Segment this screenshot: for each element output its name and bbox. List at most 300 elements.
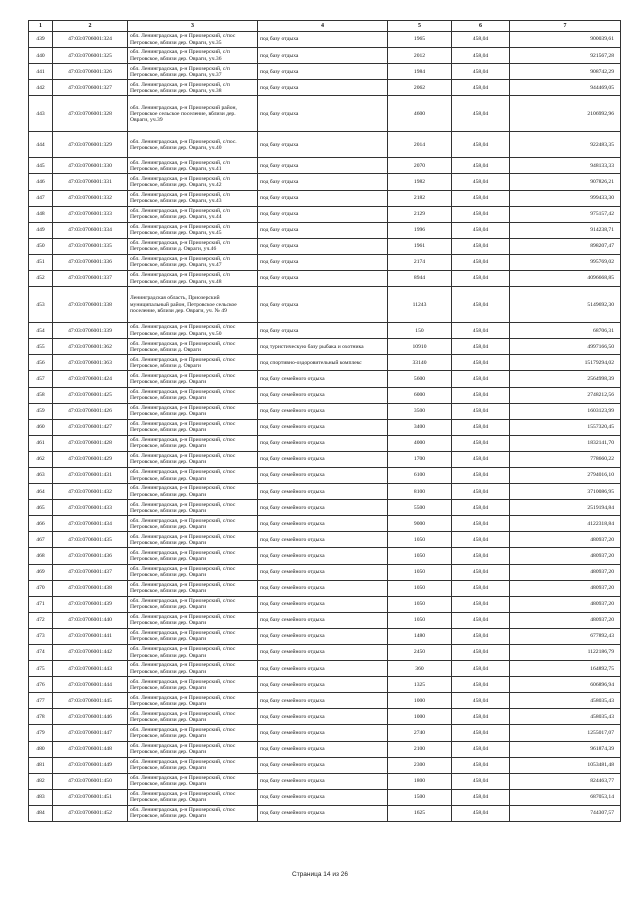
- row-number-cell: 463: [29, 467, 53, 483]
- address-cell: обл. Ленинградская, р-н Приозерский, с/п Петровское, вблизи дер. Овраги, уч.37: [128, 64, 258, 80]
- row-number-cell: 452: [29, 271, 53, 287]
- row-number-cell: 451: [29, 254, 53, 270]
- table-row: [29, 32, 621, 48]
- table-row: [29, 757, 621, 773]
- row-number-cell: 483: [29, 789, 53, 805]
- cadastral-number-cell: 47:03:0706001:425: [53, 387, 128, 403]
- area-cell: 1050: [388, 532, 452, 548]
- table-row: [29, 355, 621, 371]
- area-cell: 1996: [388, 222, 452, 238]
- permitted-use-cell: под базу семейного отдыха: [258, 548, 388, 564]
- address-cell: обл. Ленинградская, р-н Приозерский, с/пос Петровское, вблизи дер. Овраги: [128, 773, 258, 789]
- cadastral-number-cell: 47:03:0706001:448: [53, 741, 128, 757]
- table-row: [29, 435, 621, 451]
- cadastral-number-cell: 47:03:0706001:451: [53, 789, 128, 805]
- table-row: [29, 132, 621, 158]
- area-cell: 1050: [388, 612, 452, 628]
- cadastral-number-cell: 47:03:0706001:328: [53, 96, 128, 132]
- unit-price-cell: 458,04: [452, 532, 510, 548]
- unit-price-cell: 458,04: [452, 789, 510, 805]
- unit-price-cell: 458,04: [452, 661, 510, 677]
- address-cell: обл. Ленинградская, р-н Приозерский, с/пос Петровское, вблизи дер. Овраги: [128, 371, 258, 387]
- address-cell: обл. Ленинградская, р-н Приозерский, с/пос Петровское, вблизи дер. Овраги: [128, 757, 258, 773]
- address-cell: обл. Ленинградская, р-н Приозерский, с/пос Петровское, вблизи дер. Овраги: [128, 403, 258, 419]
- permitted-use-cell: под базу отдыха: [258, 190, 388, 206]
- cadastral-number-cell: 47:03:0706001:336: [53, 254, 128, 270]
- permitted-use-cell: под базу семейного отдыха: [258, 693, 388, 709]
- permitted-use-cell: под базу отдыха: [258, 158, 388, 174]
- area-cell: 1700: [388, 451, 452, 467]
- address-cell: обл. Ленинградская, р-н Приозерский, с/пос Петровское, вблизи дер. Овраги: [128, 725, 258, 741]
- cadastral-number-cell: 47:03:0706001:434: [53, 516, 128, 532]
- cadastral-number-cell: 47:03:0706001:436: [53, 548, 128, 564]
- cadastral-number-cell: 47:03:0706001:442: [53, 645, 128, 661]
- cadastral-number-cell: 47:03:0706001:337: [53, 271, 128, 287]
- unit-price-cell: 458,04: [452, 64, 510, 80]
- row-number-cell: 475: [29, 661, 53, 677]
- cadastral-value-cell: 961874,39: [510, 741, 621, 757]
- table-row: [29, 548, 621, 564]
- unit-price-cell: 458,04: [452, 48, 510, 64]
- cadastral-value-cell: 164892,75: [510, 661, 621, 677]
- address-cell: обл. Ленинградская, р-н Приозерский, с/п Петровское, вблизи дер. Овраги, уч.48: [128, 271, 258, 287]
- permitted-use-cell: под базу отдыха: [258, 80, 388, 96]
- table-row: [29, 628, 621, 644]
- table-row: [29, 158, 621, 174]
- area-cell: 1050: [388, 580, 452, 596]
- cadastral-number-cell: 47:03:0706001:327: [53, 80, 128, 96]
- cadastral-number-cell: 47:03:0706001:333: [53, 206, 128, 222]
- table-row: [29, 532, 621, 548]
- permitted-use-cell: под базу отдыха: [258, 132, 388, 158]
- address-cell: обл. Ленинградская, р-н Приозерский, с/п Петровское, вблизи дер. Овраги, уч.44: [128, 206, 258, 222]
- address-cell: обл. Ленинградская, р-н Приозерский, с/пос Петровское, вблизи дер. Овраги: [128, 677, 258, 693]
- cadastral-value-cell: 480937,20: [510, 548, 621, 564]
- cadastral-number-cell: 47:03:0706001:428: [53, 435, 128, 451]
- cadastral-number-cell: 47:03:0706001:338: [53, 287, 128, 323]
- address-cell: обл. Ленинградская, р-н Приозерский, с/п Петровское, вблизи дер. Овраги, уч.43: [128, 190, 258, 206]
- cadastral-value-cell: 458035,43: [510, 709, 621, 725]
- table-row: [29, 500, 621, 516]
- cadastral-value-cell: 975157,42: [510, 206, 621, 222]
- unit-price-cell: 458,04: [452, 516, 510, 532]
- cadastral-number-cell: 47:03:0706001:447: [53, 725, 128, 741]
- cadastral-value-cell: 677892,43: [510, 628, 621, 644]
- permitted-use-cell: под базу семейного отдыха: [258, 435, 388, 451]
- permitted-use-cell: под базу отдыха: [258, 323, 388, 339]
- cadastral-number-cell: 47:03:0706001:324: [53, 32, 128, 48]
- unit-price-cell: 458,04: [452, 222, 510, 238]
- area-cell: 6100: [388, 467, 452, 483]
- row-number-cell: 482: [29, 773, 53, 789]
- cadastral-value-cell: 1053481,48: [510, 757, 621, 773]
- address-cell: обл. Ленинградская, р-н Приозерский, с/пос Петровское, вблизи дер. Овраги: [128, 693, 258, 709]
- area-cell: 8944: [388, 271, 452, 287]
- cadastral-number-cell: 47:03:0706001:326: [53, 64, 128, 80]
- area-cell: 1500: [388, 789, 452, 805]
- cadastral-value-cell: 1122186,79: [510, 645, 621, 661]
- unit-price-cell: 458,04: [452, 725, 510, 741]
- row-number-cell: 467: [29, 532, 53, 548]
- address-cell: обл. Ленинградская, р-н Приозерский, с/пос Петровское, вблизи дер. Овраги: [128, 419, 258, 435]
- address-cell: обл. Ленинградская, р-н Приозерский, с/пос Петровское, вблизи дер. Овраги: [128, 516, 258, 532]
- table-row: [29, 467, 621, 483]
- cadastral-value-cell: 480937,20: [510, 564, 621, 580]
- unit-price-cell: 458,04: [452, 741, 510, 757]
- table-row: [29, 451, 621, 467]
- area-cell: 1050: [388, 596, 452, 612]
- table-row: [29, 580, 621, 596]
- cadastral-number-cell: 47:03:0706001:424: [53, 371, 128, 387]
- area-cell: 8100: [388, 484, 452, 500]
- cadastral-value-cell: 480937,20: [510, 532, 621, 548]
- address-cell: обл. Ленинградская, р-н Приозерский, с/пос Петровское, вблизи дер. Овраги, уч.35: [128, 32, 258, 48]
- permitted-use-cell: под базу отдыха: [258, 222, 388, 238]
- permitted-use-cell: под базу отдыха: [258, 271, 388, 287]
- table-row: [29, 254, 621, 270]
- row-number-cell: 444: [29, 132, 53, 158]
- unit-price-cell: 458,04: [452, 206, 510, 222]
- cadastral-value-cell: 5149692,30: [510, 287, 621, 323]
- area-cell: 11243: [388, 287, 452, 323]
- address-cell: обл. Ленинградская, р-н Приозерский, с/пос Петровское, вблизи дер. Овраги: [128, 467, 258, 483]
- table-row: [29, 419, 621, 435]
- row-number-cell: 459: [29, 403, 53, 419]
- address-cell: обл. Ленинградская, р-н Приозерский, с/пос Петровское, вблизи дер. Овраги: [128, 709, 258, 725]
- area-cell: 1050: [388, 564, 452, 580]
- area-cell: 2300: [388, 757, 452, 773]
- table-row: [29, 206, 621, 222]
- document-page: [28, 20, 620, 822]
- cadastral-value-cell: 921567,28: [510, 48, 621, 64]
- table-row: [29, 725, 621, 741]
- permitted-use-cell: под базу отдыха: [258, 32, 388, 48]
- row-number-cell: 468: [29, 548, 53, 564]
- permitted-use-cell: под базу семейного отдыха: [258, 596, 388, 612]
- area-cell: 2012: [388, 48, 452, 64]
- unit-price-cell: 458,04: [452, 323, 510, 339]
- cadastral-number-cell: 47:03:0706001:446: [53, 709, 128, 725]
- cadastral-number-cell: 47:03:0706001:433: [53, 500, 128, 516]
- area-cell: 1982: [388, 174, 452, 190]
- address-cell: обл. Ленинградская, р-н Приозерский, с/пос Петровское, вблизи дер. Овраги: [128, 435, 258, 451]
- table-row: [29, 222, 621, 238]
- address-cell: обл. Ленинградская, р-н Приозерский, с/пос Петровское, вблизи дер. Овраги: [128, 741, 258, 757]
- permitted-use-cell: под базу семейного отдыха: [258, 403, 388, 419]
- row-number-cell: 477: [29, 693, 53, 709]
- cadastral-number-cell: 47:03:0706001:440: [53, 612, 128, 628]
- unit-price-cell: 458,04: [452, 677, 510, 693]
- address-cell: Ленинградская область, Приозерский муниципальный район, Петровское сельское поселение, вблизи дер. Овраги, уч. № 49: [128, 287, 258, 323]
- table-row: [29, 371, 621, 387]
- cadastral-value-cell: 480937,20: [510, 596, 621, 612]
- unit-price-cell: 458,04: [452, 805, 510, 821]
- address-cell: обл. Ленинградская, р-н Приозерский, с/п Петровское, вблизи д. Овраги, уч.46: [128, 238, 258, 254]
- permitted-use-cell: под базу семейного отдыха: [258, 661, 388, 677]
- permitted-use-cell: под базу отдыха: [258, 238, 388, 254]
- unit-price-cell: 458,04: [452, 500, 510, 516]
- table-row: [29, 96, 621, 132]
- land-plots-table: [28, 20, 621, 822]
- cadastral-value-cell: 900039,61: [510, 32, 621, 48]
- permitted-use-cell: под спортивно-оздоровительный комплекс: [258, 355, 388, 371]
- cadastral-value-cell: 480937,20: [510, 580, 621, 596]
- cadastral-value-cell: 15179294,02: [510, 355, 621, 371]
- cadastral-value-cell: 1832141,70: [510, 435, 621, 451]
- cadastral-value-cell: 687053,14: [510, 789, 621, 805]
- permitted-use-cell: под туристическую базу рыбака и охотника: [258, 339, 388, 355]
- unit-price-cell: 458,04: [452, 32, 510, 48]
- area-cell: 1625: [388, 805, 452, 821]
- table-row: [29, 271, 621, 287]
- permitted-use-cell: под базу семейного отдыха: [258, 628, 388, 644]
- unit-price-cell: 458,04: [452, 174, 510, 190]
- unit-price-cell: 458,04: [452, 419, 510, 435]
- column-header-1: 1: [29, 21, 53, 32]
- address-cell: обл. Ленинградская, р-н Приозерский, с/пос Петровское, вблизи дер. Овраги: [128, 484, 258, 500]
- table-row: [29, 387, 621, 403]
- permitted-use-cell: под базу семейного отдыха: [258, 709, 388, 725]
- area-cell: 3400: [388, 419, 452, 435]
- row-number-cell: 447: [29, 190, 53, 206]
- row-number-cell: 471: [29, 596, 53, 612]
- area-cell: 3500: [388, 403, 452, 419]
- row-number-cell: 465: [29, 500, 53, 516]
- address-cell: обл. Ленинградская, р-н Приозерский, с/пос Петровское, вблизи д. Овраги: [128, 339, 258, 355]
- permitted-use-cell: под базу семейного отдыха: [258, 805, 388, 821]
- unit-price-cell: 458,04: [452, 403, 510, 419]
- table-row: [29, 596, 621, 612]
- area-cell: 150: [388, 323, 452, 339]
- unit-price-cell: 458,04: [452, 435, 510, 451]
- column-header-7: 7: [510, 21, 621, 32]
- table-body: [29, 32, 621, 822]
- row-number-cell: 464: [29, 484, 53, 500]
- area-cell: 1050: [388, 548, 452, 564]
- area-cell: 1984: [388, 64, 452, 80]
- row-number-cell: 457: [29, 371, 53, 387]
- cadastral-value-cell: 999433,30: [510, 190, 621, 206]
- row-number-cell: 449: [29, 222, 53, 238]
- table-row: [29, 773, 621, 789]
- permitted-use-cell: под базу семейного отдыха: [258, 419, 388, 435]
- table-row: [29, 741, 621, 757]
- unit-price-cell: 458,04: [452, 484, 510, 500]
- table-row: [29, 190, 621, 206]
- unit-price-cell: 458,04: [452, 190, 510, 206]
- unit-price-cell: 458,04: [452, 238, 510, 254]
- permitted-use-cell: под базу отдыха: [258, 48, 388, 64]
- cadastral-value-cell: 2564998,39: [510, 371, 621, 387]
- table-row: [29, 805, 621, 821]
- unit-price-cell: 458,04: [452, 773, 510, 789]
- area-cell: 2740: [388, 725, 452, 741]
- cadastral-number-cell: 47:03:0706001:429: [53, 451, 128, 467]
- row-number-cell: 472: [29, 612, 53, 628]
- area-cell: 5600: [388, 371, 452, 387]
- permitted-use-cell: под базу отдыха: [258, 96, 388, 132]
- permitted-use-cell: под базу семейного отдыха: [258, 741, 388, 757]
- cadastral-number-cell: 47:03:0706001:441: [53, 628, 128, 644]
- area-cell: 1325: [388, 677, 452, 693]
- cadastral-number-cell: 47:03:0706001:437: [53, 564, 128, 580]
- unit-price-cell: 458,04: [452, 271, 510, 287]
- row-number-cell: 456: [29, 355, 53, 371]
- area-cell: 2062: [388, 80, 452, 96]
- permitted-use-cell: под базу семейного отдыха: [258, 451, 388, 467]
- row-number-cell: 462: [29, 451, 53, 467]
- table-row: [29, 80, 621, 96]
- address-cell: обл. Ленинградская, р-н Приозерский, с/пос Петровское, вблизи дер. Овраги, уч.50: [128, 323, 258, 339]
- cadastral-number-cell: 47:03:0706001:330: [53, 158, 128, 174]
- table-row: [29, 174, 621, 190]
- row-number-cell: 446: [29, 174, 53, 190]
- cadastral-value-cell: 1603123,99: [510, 403, 621, 419]
- address-cell: обл. Ленинградская, р-н Приозерский, с/пос Петровское, вблизи дер. Овраги: [128, 564, 258, 580]
- area-cell: 1000: [388, 709, 452, 725]
- cadastral-number-cell: 47:03:0706001:444: [53, 677, 128, 693]
- cadastral-value-cell: 4122318,84: [510, 516, 621, 532]
- area-cell: 2174: [388, 254, 452, 270]
- permitted-use-cell: под базу семейного отдыха: [258, 532, 388, 548]
- table-row: [29, 339, 621, 355]
- row-number-cell: 448: [29, 206, 53, 222]
- cadastral-value-cell: 744307,57: [510, 805, 621, 821]
- cadastral-number-cell: 47:03:0706001:339: [53, 323, 128, 339]
- cadastral-number-cell: 47:03:0706001:362: [53, 339, 128, 355]
- permitted-use-cell: под базу семейного отдыха: [258, 580, 388, 596]
- unit-price-cell: 458,04: [452, 467, 510, 483]
- row-number-cell: 473: [29, 628, 53, 644]
- row-number-cell: 484: [29, 805, 53, 821]
- permitted-use-cell: под базу семейного отдыха: [258, 500, 388, 516]
- address-cell: обл. Ленинградская, р-н Приозерский, с/пос Петровское, вблизи дер. Овраги: [128, 548, 258, 564]
- unit-price-cell: 458,04: [452, 548, 510, 564]
- row-number-cell: 474: [29, 645, 53, 661]
- permitted-use-cell: под базу семейного отдыха: [258, 677, 388, 693]
- permitted-use-cell: под базу семейного отдыха: [258, 371, 388, 387]
- area-cell: 4600: [388, 96, 452, 132]
- cadastral-value-cell: 1255017,07: [510, 725, 621, 741]
- permitted-use-cell: под базу семейного отдыха: [258, 387, 388, 403]
- area-cell: 2182: [388, 190, 452, 206]
- table-row: [29, 564, 621, 580]
- cadastral-number-cell: 47:03:0706001:331: [53, 174, 128, 190]
- permitted-use-cell: под базу отдыха: [258, 287, 388, 323]
- cadastral-value-cell: 1557320,45: [510, 419, 621, 435]
- address-cell: обл. Ленинградская, р-н Приозерский, с/пос Петровское, вблизи дер. Овраги: [128, 789, 258, 805]
- row-number-cell: 481: [29, 757, 53, 773]
- table-row: [29, 789, 621, 805]
- table-row: [29, 693, 621, 709]
- area-cell: 1961: [388, 238, 452, 254]
- address-cell: обл. Ленинградская, р-н Приозерский, с/п Петровское, вблизи дер. Овраги, уч.45: [128, 222, 258, 238]
- cadastral-value-cell: 824463,77: [510, 773, 621, 789]
- cadastral-number-cell: 47:03:0706001:449: [53, 757, 128, 773]
- unit-price-cell: 458,04: [452, 628, 510, 644]
- row-number-cell: 441: [29, 64, 53, 80]
- area-cell: 2014: [388, 132, 452, 158]
- table-row: [29, 677, 621, 693]
- cadastral-value-cell: 2748212,56: [510, 387, 621, 403]
- row-number-cell: 455: [29, 339, 53, 355]
- table-row: [29, 709, 621, 725]
- address-cell: обл. Ленинградская, р-н Приозерский район, Петровское сельское поселение, вблизи дер. Овраги, уч.39: [128, 96, 258, 132]
- unit-price-cell: 458,04: [452, 564, 510, 580]
- unit-price-cell: 458,04: [452, 339, 510, 355]
- table-row: [29, 645, 621, 661]
- area-cell: 2070: [388, 158, 452, 174]
- column-header-3: 3: [128, 21, 258, 32]
- row-number-cell: 469: [29, 564, 53, 580]
- area-cell: 10910: [388, 339, 452, 355]
- cadastral-number-cell: 47:03:0706001:427: [53, 419, 128, 435]
- address-cell: обл. Ленинградская, р-н Приозерский, с/пос Петровское, вблизи дер. Овраги: [128, 387, 258, 403]
- column-header-5: 5: [388, 21, 452, 32]
- cadastral-value-cell: 907826,21: [510, 174, 621, 190]
- cadastral-number-cell: 47:03:0706001:332: [53, 190, 128, 206]
- unit-price-cell: 458,04: [452, 451, 510, 467]
- cadastral-number-cell: 47:03:0706001:329: [53, 132, 128, 158]
- cadastral-number-cell: 47:03:0706001:335: [53, 238, 128, 254]
- row-number-cell: 454: [29, 323, 53, 339]
- row-number-cell: 476: [29, 677, 53, 693]
- area-cell: 1800: [388, 773, 452, 789]
- address-cell: обл. Ленинградская, р-н Приозерский, с/пос Петровское, вблизи дер. Овраги: [128, 596, 258, 612]
- unit-price-cell: 458,04: [452, 612, 510, 628]
- unit-price-cell: 458,04: [452, 355, 510, 371]
- table-row: [29, 287, 621, 323]
- address-cell: обл. Ленинградская, р-н Приозерский, с/пос Петровское, вблизи дер. Овраги: [128, 805, 258, 821]
- address-cell: обл. Ленинградская, р-н Приозерский, с/пос Петровское, вблизи дер. Овраги: [128, 628, 258, 644]
- row-number-cell: 450: [29, 238, 53, 254]
- unit-price-cell: 458,04: [452, 757, 510, 773]
- unit-price-cell: 458,04: [452, 580, 510, 596]
- permitted-use-cell: под базу семейного отдыха: [258, 516, 388, 532]
- cadastral-value-cell: 995769,02: [510, 254, 621, 270]
- area-cell: 2450: [388, 645, 452, 661]
- row-number-cell: 453: [29, 287, 53, 323]
- row-number-cell: 480: [29, 741, 53, 757]
- unit-price-cell: 458,04: [452, 645, 510, 661]
- cadastral-number-cell: 47:03:0706001:363: [53, 355, 128, 371]
- permitted-use-cell: под базу семейного отдыха: [258, 757, 388, 773]
- cadastral-number-cell: 47:03:0706001:435: [53, 532, 128, 548]
- cadastral-value-cell: 480937,20: [510, 612, 621, 628]
- cadastral-value-cell: 2106992,96: [510, 96, 621, 132]
- area-cell: 2129: [388, 206, 452, 222]
- table-row: [29, 661, 621, 677]
- table-row: [29, 48, 621, 64]
- row-number-cell: 443: [29, 96, 53, 132]
- table-row: [29, 612, 621, 628]
- cadastral-number-cell: 47:03:0706001:334: [53, 222, 128, 238]
- cadastral-number-cell: 47:03:0706001:325: [53, 48, 128, 64]
- area-cell: 6000: [388, 387, 452, 403]
- cadastral-value-cell: 68706,31: [510, 323, 621, 339]
- row-number-cell: 479: [29, 725, 53, 741]
- unit-price-cell: 458,04: [452, 80, 510, 96]
- cadastral-value-cell: 606896,94: [510, 677, 621, 693]
- permitted-use-cell: под базу семейного отдыха: [258, 612, 388, 628]
- permitted-use-cell: под базу отдыха: [258, 64, 388, 80]
- cadastral-number-cell: 47:03:0706001:450: [53, 773, 128, 789]
- cadastral-value-cell: 948133,33: [510, 158, 621, 174]
- table-row: [29, 516, 621, 532]
- row-number-cell: 445: [29, 158, 53, 174]
- row-number-cell: 478: [29, 709, 53, 725]
- row-number-cell: 440: [29, 48, 53, 64]
